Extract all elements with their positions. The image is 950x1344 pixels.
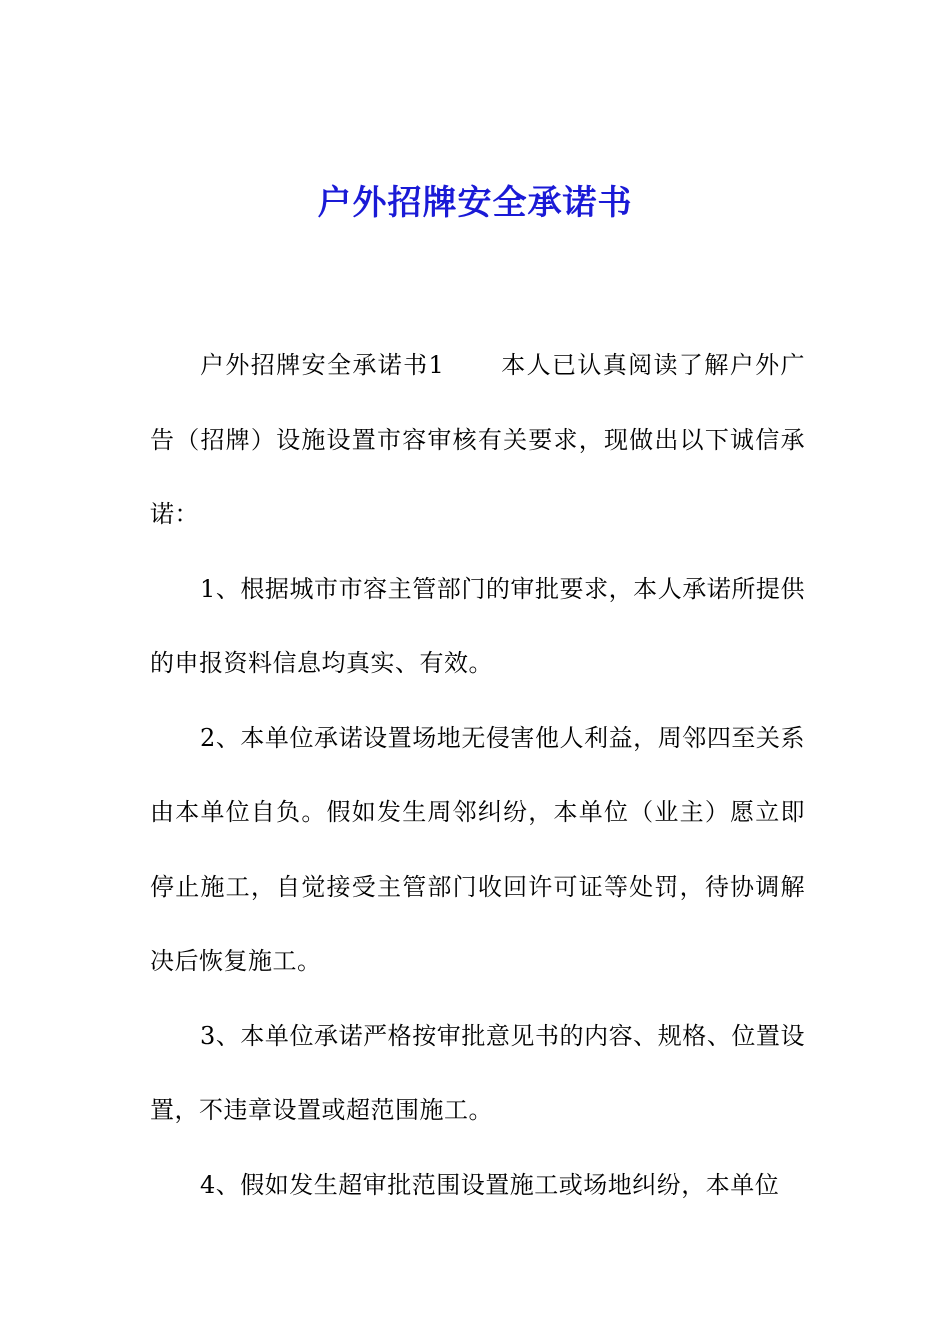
document-body [150, 328, 805, 1222]
document-title: 户外招牌安全承诺书 [317, 183, 633, 223]
paragraph-4: 4、假如发生超审批范围设置施工或场地纠纷，本单位 [200, 1170, 780, 1199]
paragraph-3: 3、本单位承诺严格按审批意见书的内容、规格、位置设置，不违章设置或超范围施工。 [150, 1021, 805, 1124]
paragraph-1: 1、根据城市市容主管部门的审批要求，本人承诺所提供的申报资料信息均真实、有效。 [150, 574, 805, 677]
intro-paragraph [150, 328, 805, 552]
intro-text: 本人已认真阅读了解户外广告（招牌）设施设置市容审核有关要求，现做出以下诚信承诺： [150, 351, 805, 528]
intro-heading: 户外招牌安全承诺书1 [200, 351, 445, 379]
paragraph-2: 2、本单位承诺设置场地无侵害他人利益，周邻四至关系由本单位自负。假如发生周邻纠纷，本单位（业主）愿立即停止施工，自觉接受主管部门收回许可证等处罚，待协调解决后恢复施工。 [150, 723, 805, 975]
